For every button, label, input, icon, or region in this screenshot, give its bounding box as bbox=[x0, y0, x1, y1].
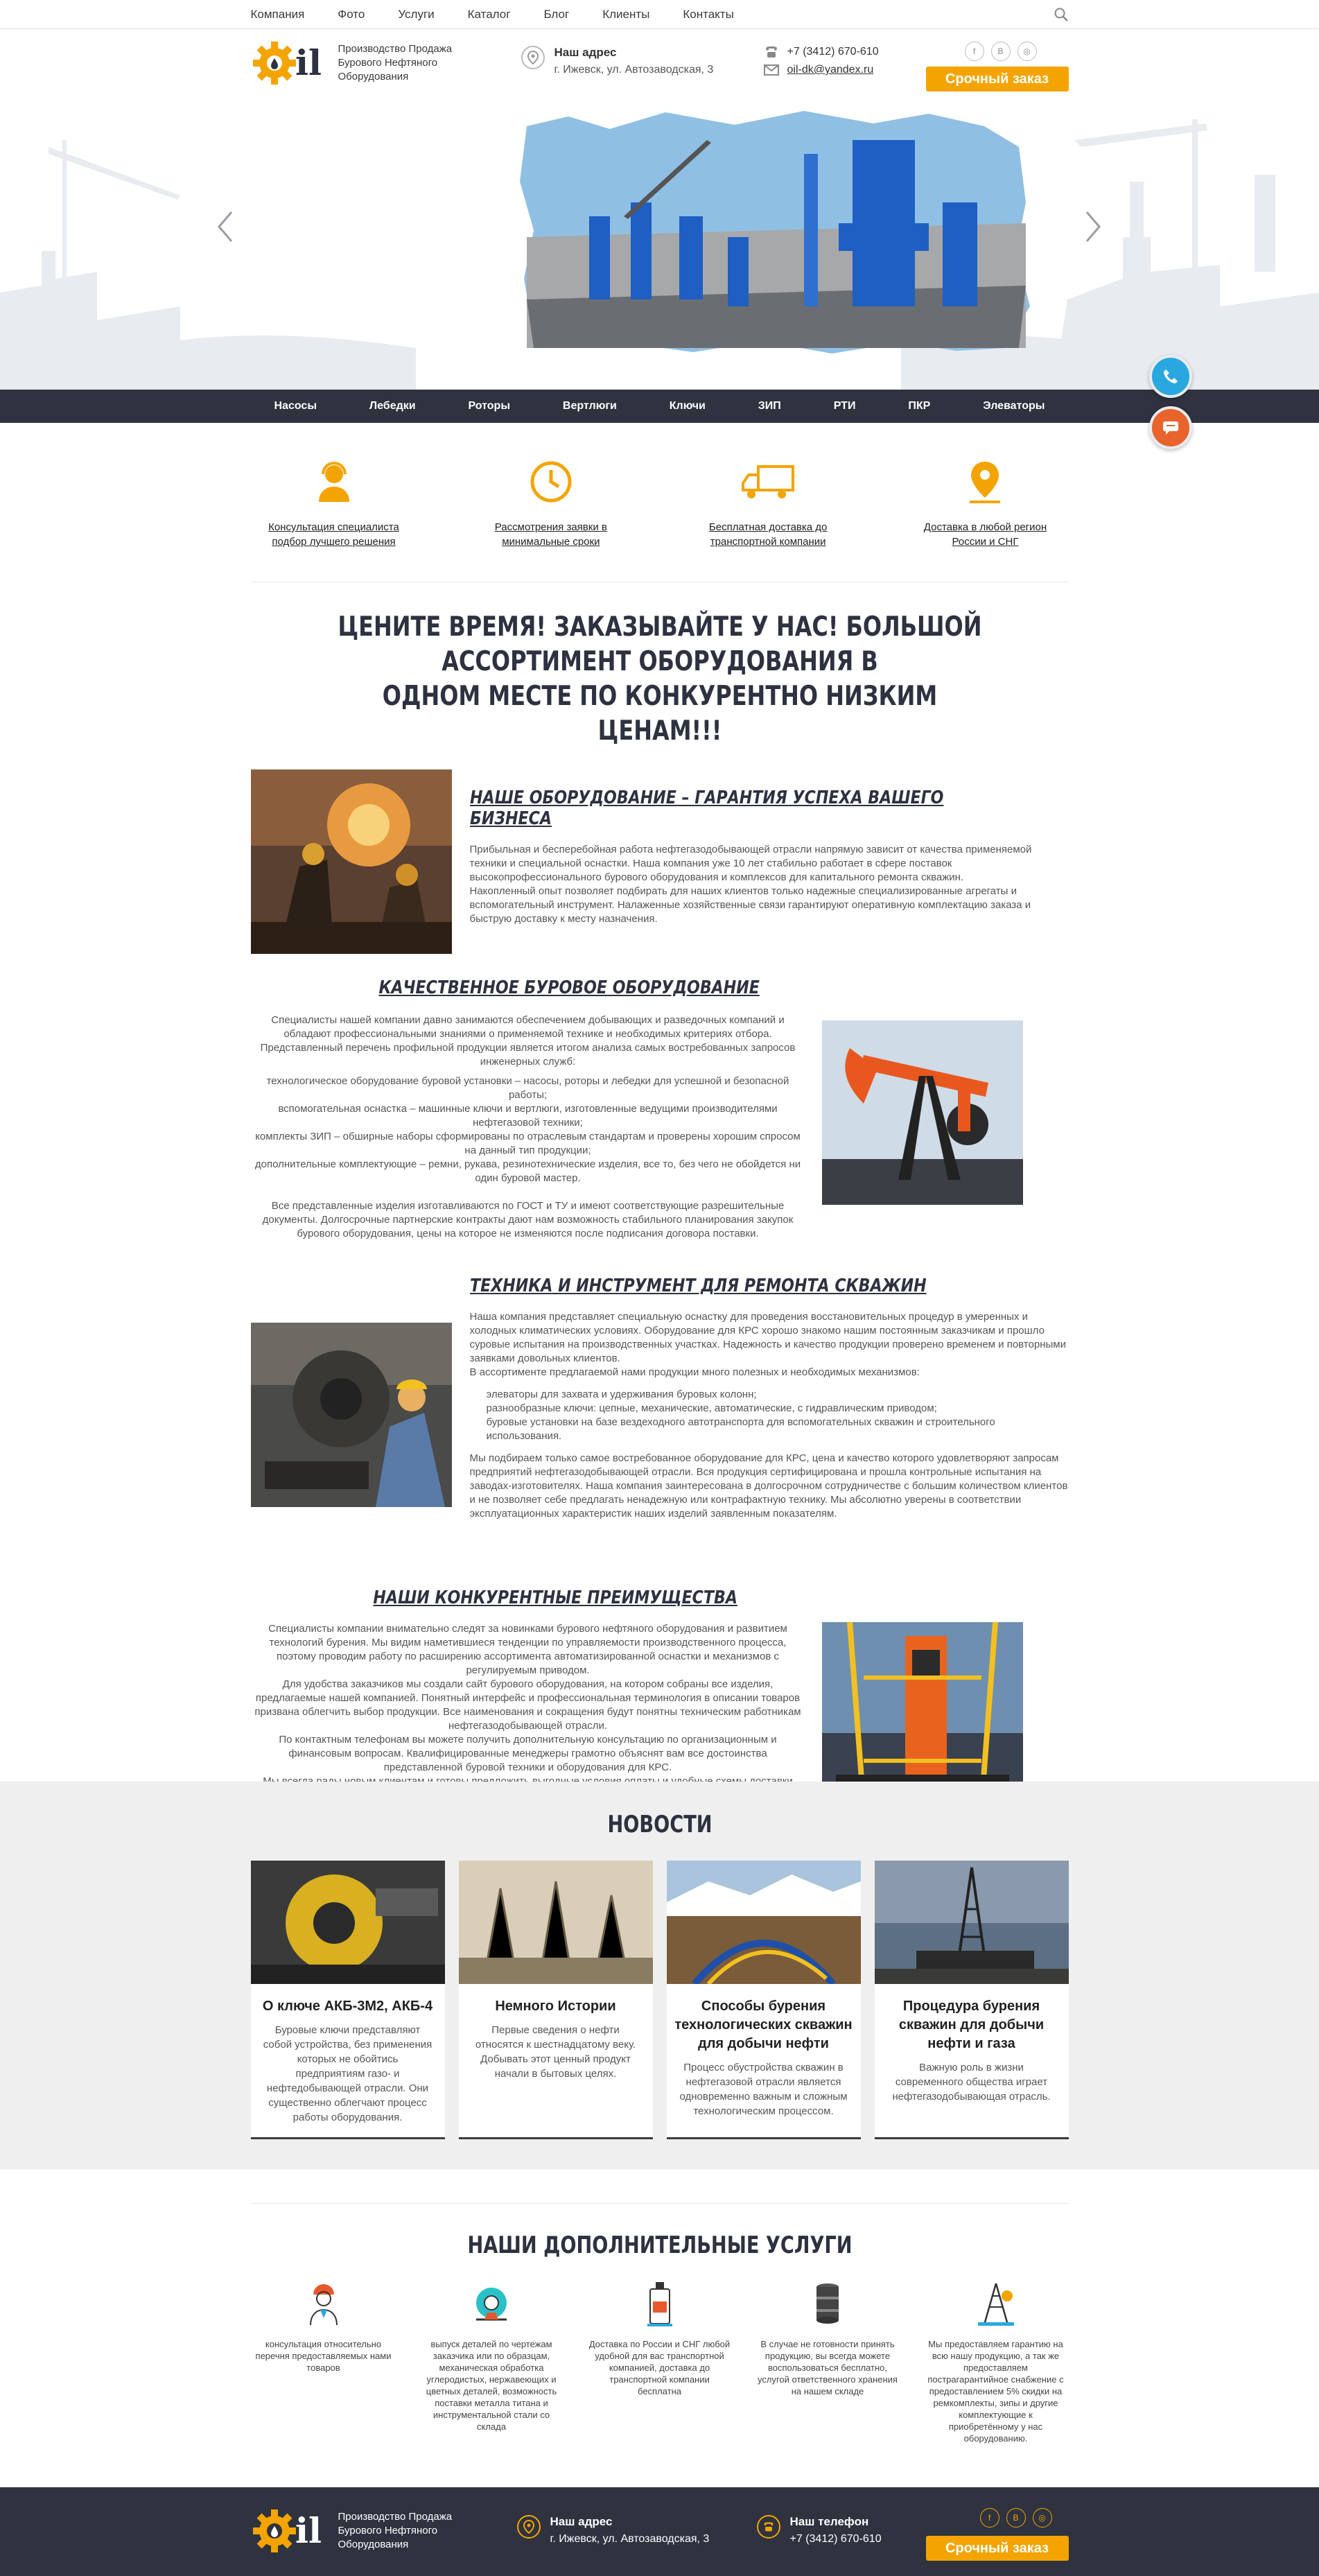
extra-service-text: Мы предоставляем гарантию на всю нашу продукцию, а так же предоставляем пострагарантийное снабжение с предоставлением 5% скидки на ремкомплекты, зипы и другие комплектующие к приобретённому у нас оборудованию. bbox=[927, 2339, 1064, 2444]
catalog-nav-rotors[interactable]: Роторы bbox=[468, 400, 510, 412]
news-card-text: Важную роль в жизни современного общества играет нефтегазодобывающая отрасль. bbox=[892, 2062, 1051, 2103]
extra-service-item bbox=[755, 2280, 900, 2444]
drilling-rig-photo bbox=[822, 1622, 1023, 1807]
list-item: вспомогательная оснастка – машинные ключи и вертлюги, изготовленные ведущими производителями нефтегазовой техники; bbox=[278, 1103, 778, 1129]
specialist-icon bbox=[315, 460, 353, 503]
footer-phone-icon bbox=[757, 2515, 780, 2539]
main-headline: ЦЕНИТЕ ВРЕМЯ! ЗАКАЗЫВАЙТЕ У НАС! БОЛЬШОЙ АССОРТИМЕНТ ОБОРУДОВАНИЯ В ОДНОМ МЕСТЕ ПО КОНКУРЕНТНО НИЗКИМ ЦЕНАМ!!! bbox=[337, 611, 982, 747]
barrel-storage-icon bbox=[812, 2281, 843, 2327]
top-menu-item-services[interactable]: Услуги bbox=[398, 8, 435, 21]
extra-service-item bbox=[923, 2280, 1069, 2444]
industrial-skyline-background bbox=[0, 98, 1319, 390]
news-title: НОВОСТИ bbox=[606, 1811, 713, 1838]
feature-link[interactable]: Бесплатная доставка до транспортной компании bbox=[708, 521, 828, 548]
brand-name: Производство Продажа Бурового Нефтяного Оборудования bbox=[338, 43, 453, 82]
news-card[interactable] bbox=[251, 1861, 445, 2139]
section-drilling-equipment bbox=[251, 977, 1069, 1276]
news-card[interactable] bbox=[459, 1861, 653, 2139]
top-menu-item-photo[interactable]: Фото bbox=[338, 8, 365, 21]
section-equipment bbox=[251, 769, 1069, 977]
footer-address bbox=[517, 2515, 710, 2545]
extra-service-item bbox=[419, 2280, 564, 2444]
extra-services-section bbox=[0, 2170, 1319, 2475]
header-phone[interactable]: +7 (3412) 670-610 bbox=[787, 46, 879, 58]
svg-text:il: il bbox=[295, 42, 322, 83]
catalog-nav-rubber-goods[interactable]: РТИ bbox=[833, 400, 856, 412]
section-paragraph: Специалисты нашей компании давно занимаются обеспечением добывающих и разведочных компаний и обладают профессиональными знаниями о применяемой технике и необходимых критериях отбора. Представленный перечень профильной продукции является итогом анализа самых востребованных запросов инженерных служб: bbox=[260, 1014, 796, 1068]
top-menu-item-catalog[interactable]: Каталог bbox=[467, 8, 511, 21]
section-paragraph: Для удобства заказчиков мы создали сайт бурового оборудования, на котором собраны все изделия, предлагаемые нашей компанией. Понятный интерфейс и профессиональная терминология в описании товаров призвана облегчить выбор продукции. Все наименования и сокращения будут понятны техническим работникам нефтегазодобывающей отрасли. bbox=[254, 1678, 801, 1732]
section-paragraph: По контактным телефонам вы можете получить дополнительную консультацию по организационным и финансовым вопросам. Квалифицированные менеджеры грамотно объяснят вам все достоинства представленной буровой техники и оборудования для КРС. bbox=[279, 1734, 777, 1773]
section-title: НАШИ КОНКУРЕНТНЫЕ ПРЕИМУЩЕСТВА bbox=[373, 1587, 738, 1608]
pumpjack-photo bbox=[822, 1020, 1023, 1205]
address-value: г. Ижевск, ул. Автозаводская, 3 bbox=[554, 64, 714, 76]
section-paragraph: Накопленный опыт позволяет подбирать для наших клиентов только надежные специализированные агрегаты и вспомогательный инструмент. Налаженные хозяйственные связи гарантируют оперативную комплектацию заказа и быструю доставку к месту назначения. bbox=[469, 885, 1031, 925]
top-menu-item-company[interactable]: Компания bbox=[250, 8, 305, 21]
extra-service-text: выпуск деталей по чертежам заказчика или по образцам, механическая обработка углеродистых, нержавеющих и цветных деталей, возможность поставки металла титана и инструментальной стали со склада bbox=[426, 2339, 557, 2432]
list-item: буровые установки на базе вездеходного автотранспорта для вспомогательных скважин и строительного использования. bbox=[486, 1416, 995, 1442]
catalog-nav-swivels[interactable]: Вертлюги bbox=[562, 400, 617, 412]
news-image-history bbox=[459, 1861, 653, 1984]
list-item: разнообразные ключи: цепные, механические, автоматические, с гидравлическим приводом; bbox=[486, 1402, 937, 1414]
clock-icon bbox=[530, 460, 573, 503]
footer-facebook-icon[interactable]: f bbox=[980, 2508, 999, 2527]
section-title: КАЧЕСТВЕННОЕ БУРОВОЕ ОБОРУДОВАНИЕ bbox=[378, 977, 760, 998]
features-row bbox=[251, 423, 1069, 582]
facebook-icon[interactable]: f bbox=[965, 42, 984, 61]
catalog-nav-pkr[interactable]: ПКР bbox=[908, 400, 931, 412]
consultant-icon bbox=[306, 2282, 341, 2326]
urgent-order-button[interactable]: Срочный заказ bbox=[926, 67, 1069, 92]
news-card[interactable] bbox=[667, 1861, 861, 2139]
list-item: технологическое оборудование буровой установки – насосы, роторы и лебедки для успешной и безопасной работы; bbox=[266, 1075, 789, 1101]
address-label: Наш адрес bbox=[554, 46, 617, 59]
extra-service-text: В случае не готовности принять продукцию, вы всегда можете воспользоваться бесплатно, услугой ответственного хранения на нашем складе bbox=[758, 2339, 898, 2396]
footer-urgent-order-button[interactable]: Срочный заказ bbox=[926, 2536, 1069, 2561]
section-paragraph: Прибыльная и бесперебойная работа нефтегазодобывающей отрасли напрямую зависит от качества применяемой техники и специальной оснастки. Наша компания уже 10 лет стабильно работает в сфере поставок высокопрофессионального бурового оборудования и комплексов для капитального ремонта скважин. bbox=[469, 844, 1032, 883]
catalog-nav-winches[interactable]: Лебедки bbox=[369, 400, 416, 412]
feature-link[interactable]: Доставка в любой регион России и СНГ bbox=[923, 521, 1047, 548]
slider-prev-arrow-icon[interactable] bbox=[215, 209, 236, 244]
catalog-nav-keys[interactable]: Ключи bbox=[669, 400, 706, 412]
news-section bbox=[0, 1782, 1319, 2170]
section-list bbox=[251, 1074, 805, 1185]
top-menu-item-contacts[interactable]: Контакты bbox=[683, 8, 734, 21]
machining-icon bbox=[469, 2282, 514, 2326]
footer-location-icon bbox=[517, 2515, 541, 2539]
truck-icon bbox=[740, 462, 796, 501]
drillers-photo bbox=[251, 769, 452, 954]
news-card-title: О ключе АКБ-3М2, АКБ-4 bbox=[262, 1999, 433, 2014]
call-button[interactable] bbox=[1149, 355, 1192, 398]
list-item: комплекты ЗИП – обширные наборы сформированы по отраслевым стандартам и проверены хорошим спросом на данный тип продукции; bbox=[255, 1131, 801, 1156]
news-card-title: Процедура бурения скважин для добычи нефти и газа bbox=[898, 1999, 1045, 2051]
top-menu-bar bbox=[0, 0, 1319, 29]
section-paragraph: Специалисты компании внимательно следят за новинками бурового нефтяного оборудования и развитием технологий бурения. Мы видим наметившиеся тенденции по управляемости производственного процесса, поэтому проводим работу по расширению ассортимента автоматизированной оснастки и механизмов с регулируемым приводом. bbox=[268, 1623, 787, 1676]
instagram-icon[interactable]: ◎ bbox=[1017, 42, 1037, 61]
footer-address-label: Наш адрес bbox=[550, 2515, 613, 2528]
footer-vk-icon[interactable]: В bbox=[1006, 2508, 1026, 2527]
section-paragraph: Все представленные изделия изготавливаются по ГОСТ и ТУ и имеют соответствующие разрешительные документы. Долгосрочные партнерские контракты дают нам возможность стабильного планирования закупок бурового оборудования, цены на которое не изменяются после подписания договора поставки. bbox=[262, 1200, 794, 1239]
extra-service-item bbox=[251, 2280, 396, 2444]
footer-phone-label: Наш телефон bbox=[789, 2515, 869, 2528]
section-title: ТЕХНИКА И ИНСТРУМЕНТ ДЛЯ РЕМОНТА СКВАЖИН bbox=[469, 1276, 927, 1296]
slider-next-arrow-icon[interactable] bbox=[1083, 209, 1103, 244]
section-paragraph: В ассортименте предлагаемой нами продукции много полезных и необходимых механизмов: bbox=[469, 1366, 920, 1378]
section-repair-tools bbox=[251, 1276, 1069, 1587]
top-menu-item-clients[interactable]: Клиенты bbox=[602, 8, 650, 21]
news-card-title: Способы бурения технологических скважин для добычи нефти bbox=[674, 1999, 853, 2051]
news-card[interactable] bbox=[875, 1861, 1069, 2139]
footer-logo[interactable] bbox=[251, 2507, 470, 2555]
extra-service-item bbox=[587, 2280, 733, 2444]
footer-phone[interactable]: +7 (3412) 670-610 bbox=[789, 2533, 882, 2545]
news-image-drilling-methods bbox=[667, 1861, 861, 1984]
svg-text:il: il bbox=[295, 2510, 322, 2551]
catalog-nav-elevators[interactable]: Элеваторы bbox=[983, 400, 1045, 412]
feature-link[interactable]: Консультация специалиста подбор лучшего решения bbox=[268, 521, 399, 548]
catalog-nav-spare-parts[interactable]: ЗИП bbox=[758, 400, 781, 412]
feature-fast-review bbox=[468, 423, 634, 582]
vk-icon[interactable]: В bbox=[991, 42, 1011, 61]
section-list bbox=[487, 1388, 1069, 1443]
footer-address-value: г. Ижевск, ул. Автозаводская, 3 bbox=[550, 2533, 710, 2545]
list-item: элеваторы для захвата и удерживания буровых колонн; bbox=[486, 1389, 757, 1400]
header-email[interactable]: oil-dk@yandex.ru bbox=[787, 64, 874, 76]
feature-russia-delivery bbox=[902, 423, 1068, 582]
top-menu-item-blog[interactable]: Блог bbox=[543, 8, 570, 21]
extra-service-text: консультация относительно перечня предоставляемых нами товаров bbox=[255, 2339, 392, 2373]
worker-photo bbox=[251, 1323, 452, 1507]
footer bbox=[0, 2487, 1319, 2576]
news-card-text: Процесс обустройства скважин в нефтегазовой отрасли является одновременно важным и сложным технологическим процессом. bbox=[679, 2062, 848, 2117]
feature-consultation bbox=[251, 423, 417, 582]
warranty-rig-icon bbox=[974, 2281, 1018, 2328]
news-card-text: Буровые ключи представляют собой устройства, без применения которых не обойтись предприятиям газо- и нефтедобывающей отрасли. Они существенно облегчают процесс работы оборудования. bbox=[263, 2024, 433, 2123]
news-card-text: Первые сведения о нефти относятся к шестнадцатому веку. Добывать этот ценный продукт начали в бытовых целях. bbox=[475, 2024, 636, 2080]
list-item: дополнительные комплектующие – ремни, рукава, резинотехнические изделия, все то, без чего не обойдется ни один буровой мастер. bbox=[254, 1158, 801, 1184]
news-image-tong bbox=[251, 1861, 445, 1984]
footer-instagram-icon[interactable]: ◎ bbox=[1033, 2508, 1052, 2527]
section-paragraph: Наша компания представляет специальную оснастку для проведения восстановительных процедур в умеренных и холодных климатических условиях. Оборудование для КРС хорошо знакомо нашим постоянным заказчикам и прошло суровые испытания на производственных участках. Надежность и качество продукции проверено временем и повторными заявками довольных клиентов. bbox=[469, 1311, 1066, 1364]
call-phone-icon bbox=[1162, 367, 1180, 385]
hero-slider-area bbox=[0, 98, 1319, 390]
section-title: НАШЕ ОБОРУДОВАНИЕ – ГАРАНТИЯ УСПЕХА ВАШЕГО БИЗНЕСА bbox=[469, 787, 943, 829]
extra-services-title: НАШИ ДОПОЛНИТЕЛЬНЫЕ УСЛУГИ bbox=[466, 2231, 853, 2259]
feature-link[interactable]: Рассмотрения заявки в минимальные сроки bbox=[494, 521, 607, 548]
package-icon bbox=[645, 2281, 675, 2328]
map-pin-icon bbox=[966, 459, 1004, 505]
footer-phone-block bbox=[757, 2515, 882, 2545]
footer-logo-gear-icon bbox=[251, 2507, 334, 2555]
footer-social-links bbox=[973, 2508, 1052, 2527]
search-icon[interactable] bbox=[1054, 7, 1069, 22]
news-card-title: Немного Истории bbox=[495, 1999, 616, 2014]
footer-brand-name: Производство Продажа Бурового Нефтяного Оборудования bbox=[338, 2511, 453, 2550]
extra-service-text: Доставка по России и СНГ любой удобной для вас транспортной компанией, доставка до транспортной компании бесплатна bbox=[588, 2339, 731, 2396]
feature-free-delivery bbox=[685, 423, 851, 582]
catalog-nav-pumps[interactable]: Насосы bbox=[274, 400, 317, 412]
section-paragraph: Мы подбираем только самое востребованное оборудование для КРС, цена и качество которого удовлетворяют запросам предприятий нефтегазодобывающей отрасли. Вся продукция сертифицирована и прошла контрольные испытания на заводах-изготовителях. Наша компания заинтересована в долгосрочном сотрудничестве с большим количеством клиентов и не позволяет себе предлагать ненадежную или контрафактную технику. Мы абсолютно уверены в соответствии эксплуатационных характеристик наших изделий заявленным показателям. bbox=[469, 1452, 1068, 1520]
catalog-nav bbox=[0, 390, 1319, 423]
news-image-well-drilling bbox=[875, 1861, 1069, 1984]
